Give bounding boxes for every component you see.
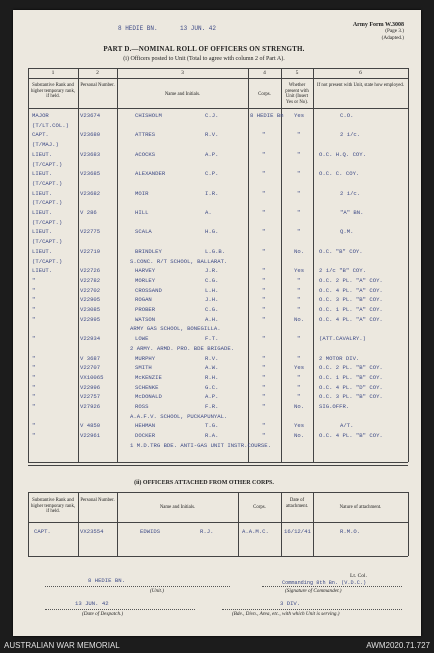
officer-name: CROSSAND — [135, 286, 162, 294]
officer-employment: O.C. 1 PL. "B" COY. — [319, 373, 383, 381]
officer-rank: CAPT. — [32, 131, 49, 139]
officer-name: McKENZIE — [135, 373, 162, 381]
officer-corps: " — [262, 383, 266, 391]
officer-personal-number: V22905 — [80, 296, 101, 304]
officer-present: " — [297, 189, 301, 197]
officer-initials: C.G. — [205, 306, 219, 313]
signature-dotted-line — [262, 586, 402, 587]
officer-present: " — [297, 373, 301, 381]
officer-employment: O.C. 3 PL. "B" COY. — [319, 393, 383, 401]
column-header-whether-present: Whether present with Unit (Insert Yes or No). — [285, 83, 309, 105]
table-row — [28, 180, 408, 190]
officer-name: McDONALD — [135, 393, 162, 401]
officer-initials: R.A. — [205, 432, 219, 440]
officer-employment: A/T. — [340, 422, 354, 430]
signature-stamp: Commanding 8th Bn. (V.D.C.) — [282, 580, 367, 586]
army-form-adapted: (Adapted.) — [381, 34, 404, 41]
officer-rank: " — [32, 383, 36, 391]
attached-header-rank: Substantive Rank and higher temporary rank, if held. — [30, 498, 76, 515]
attached-column-rule — [313, 492, 314, 556]
column-number: 6 — [359, 70, 362, 76]
officer-present: " — [297, 296, 301, 304]
officer-corps: " — [262, 170, 266, 178]
officer-initials: C.P. — [205, 170, 219, 178]
officer-name: SMITH — [135, 364, 152, 372]
officer-corps: " — [262, 228, 266, 236]
footer-unit-typed: 8 HEDIE BN. — [88, 577, 125, 584]
officer-rank: " — [32, 354, 36, 362]
officer-rank: " — [32, 335, 36, 343]
officer-employment: O.C. "B" COY. — [319, 247, 363, 255]
officer-employment: 2 MOTOR DIV. — [319, 354, 360, 362]
column-header-rank: Substantive Rank and higher temporary rank, if held. — [30, 83, 76, 100]
officer-rank: LIEUT. — [32, 209, 53, 216]
officer-personal-number: V22702 — [80, 286, 101, 294]
header-unit: 8 HEDIE BN. — [118, 25, 158, 32]
officer-name: LOWE — [135, 335, 149, 343]
attached-header-nature: Nature of attachment. — [339, 505, 382, 510]
caption-source: AUSTRALIAN WAR MEMORIAL — [4, 641, 120, 650]
officer-employment: Q.M. — [340, 228, 354, 236]
officer-present: " — [297, 150, 301, 158]
officer-rank: " — [32, 296, 36, 304]
column-header-personal-number: Personal Number. — [80, 83, 115, 88]
officer-present: " — [297, 354, 301, 362]
officer-rank: " — [32, 373, 36, 381]
footer-area-typed: 3 DIV. — [280, 600, 301, 607]
area-dotted-line — [222, 609, 402, 610]
officer-personal-number: V22782 — [80, 276, 101, 284]
section-ii-title: (ii) OFFICERS ATTACHED FROM OTHER CORPS. — [134, 480, 274, 486]
column-header-name: Name and Initials. — [164, 92, 201, 97]
officer-personal-number: V23683 — [80, 150, 101, 158]
officer-rank: LIEUT. — [32, 247, 53, 255]
officer-corps: " — [262, 150, 266, 158]
officer-employment: O.C. 1 PL. "A" COY. — [319, 306, 383, 313]
attached-header-name: Name and Initials. — [159, 505, 196, 510]
officer-name: 1 M.D.TRG BDE. ANTI-GAS UNIT INSTR.COURSE. — [130, 441, 271, 449]
officer-name: CHISHOLM — [135, 112, 162, 119]
attached-name: EDWIDS — [140, 528, 161, 535]
officer-employment: O.C. 2 PL. "B" COY. — [319, 364, 383, 372]
officer-initials: A.W. — [205, 364, 219, 372]
column-number: 2 — [96, 70, 99, 76]
officer-initials: G.C. — [205, 383, 219, 391]
caption-accession: AWM2020.71.727 — [366, 641, 430, 650]
officer-corps: " — [262, 306, 266, 313]
officer-present: " — [297, 383, 301, 391]
officer-name: HILL — [135, 209, 149, 216]
officer-employment: SIG.OFFR. — [319, 403, 350, 410]
officer-rank: " — [32, 286, 36, 294]
attached-header-rule — [28, 522, 408, 523]
officer-personal-number: V23674 — [80, 112, 101, 119]
table-bottom-double-rule — [28, 465, 408, 466]
officer-employment: O.C. 4 PL. "D" COY. — [319, 383, 383, 391]
officer-employment: 2 i/c. — [340, 189, 361, 197]
officer-employment: (ATT.CAVALRY.) — [319, 335, 366, 343]
officer-name: ALEXANDER — [135, 170, 166, 178]
officer-initials: J.H. — [205, 296, 219, 304]
officer-initials: R.V. — [205, 131, 219, 139]
table-row — [28, 219, 408, 229]
officer-name: MORLEY — [135, 276, 156, 284]
officer-rank: (T/LT.COL.) — [32, 121, 69, 129]
attached-column-rule — [408, 492, 409, 556]
footer-date-label: (Date of Despatch.) — [82, 611, 124, 617]
officer-name: ATTRES — [135, 131, 156, 139]
officer-corps: " — [262, 189, 266, 197]
army-form-number: Army Form W.3008 — [352, 22, 404, 28]
officer-rank: LIEUT. — [32, 170, 53, 178]
footer-signature-label: (Signature of Commander.) — [285, 588, 342, 594]
officer-present: " — [297, 209, 301, 216]
officer-name: ACOCKS — [135, 150, 156, 158]
signature-rank: Lt. Col. — [350, 573, 367, 579]
officer-rank: (T/CAPT.) — [32, 179, 63, 187]
officer-personal-number: V22995 — [80, 315, 101, 323]
officer-corps: " — [262, 131, 266, 139]
officer-initials: A.H. — [205, 315, 219, 323]
officer-initials: F.R. — [205, 403, 219, 410]
officer-corps: " — [262, 335, 266, 343]
attached-column-rule — [238, 492, 239, 556]
date-dotted-line — [45, 609, 195, 610]
officer-name: ROSS — [135, 403, 149, 410]
officer-corps: " — [262, 209, 266, 216]
officer-name: MOIR — [135, 189, 149, 197]
officer-corps: " — [262, 354, 266, 362]
officer-name: S.CONC. R/T SCHOOL, BALLARAT. — [130, 257, 228, 265]
officer-rank: (T/CAPT.) — [32, 199, 63, 207]
officer-present: Yes — [294, 112, 305, 119]
officer-personal-number: V27926 — [80, 403, 101, 410]
army-form-page: (Page 3.) — [385, 28, 404, 35]
column-header-corps: Corps. — [258, 92, 271, 97]
attached-personal-number: VX23554 — [80, 528, 104, 535]
officer-personal-number: V22726 — [80, 267, 101, 275]
officer-name: SCHENKE — [135, 383, 159, 391]
officer-present: " — [297, 276, 301, 284]
officer-employment: C.O. — [340, 112, 354, 119]
attached-initials: R.J. — [200, 528, 214, 535]
officer-name: HARVEY — [135, 267, 156, 275]
unit-dotted-line — [45, 586, 230, 587]
section-i-title: (i) Officers posted to Unit (Total to agree with column 2 of Part A). — [123, 56, 285, 62]
officer-corps: " — [262, 422, 266, 430]
officer-personal-number: V 286 — [80, 209, 97, 216]
attached-rank: CAPT. — [34, 528, 51, 535]
officer-personal-number: VX10065 — [80, 373, 104, 381]
table-row — [28, 238, 408, 248]
footer-area-label: (Bde., Divn., Area, etc., with which Unit is serving.) — [232, 611, 340, 617]
officer-rank: " — [32, 422, 36, 430]
officer-initials: A. — [205, 209, 212, 216]
column-number: 3 — [181, 70, 184, 76]
table-row — [28, 199, 408, 209]
officer-present: " — [297, 170, 301, 178]
officer-personal-number: V22775 — [80, 228, 101, 236]
column-number: 4 — [263, 70, 266, 76]
officer-name: ARMY GAS SCHOOL, BONEGILLA. — [130, 325, 221, 333]
officer-rank: " — [32, 432, 36, 440]
officer-rank: " — [32, 306, 36, 313]
officer-rank: (T/CAPT.) — [32, 238, 63, 246]
officer-personal-number: V22996 — [80, 383, 101, 391]
officer-present: Yes — [294, 422, 305, 430]
table-top-rule — [28, 68, 408, 69]
attached-bottom-rule — [28, 556, 408, 557]
officer-corps: 8 HEDIE Bn — [250, 112, 284, 119]
officer-name: WATSON — [135, 315, 156, 323]
attached-corps: A.A.M.C. — [242, 528, 269, 535]
officer-name: DOCKER — [135, 432, 156, 440]
attached-top-rule — [28, 492, 408, 493]
army-form-block — [353, 22, 404, 41]
officer-personal-number: V23085 — [80, 306, 101, 313]
officer-rank: LIEUT. — [32, 189, 53, 197]
officer-initials: A.P. — [205, 393, 219, 401]
officer-name: ROGAN — [135, 296, 152, 304]
officer-personal-number: V 4850 — [80, 422, 101, 430]
officer-corps: " — [262, 276, 266, 284]
officer-rank: MAJOR — [32, 112, 49, 119]
officer-personal-number: V22707 — [80, 364, 101, 372]
officer-employment: O.C. 4 PL. "A" COY. — [319, 286, 383, 294]
officer-rank: " — [32, 276, 36, 284]
footer-unit-label: (Unit.) — [150, 588, 164, 594]
officer-present: " — [297, 228, 301, 236]
officer-employment: "A" BN. — [340, 209, 364, 216]
officer-initials: L.G.B. — [205, 247, 226, 255]
officer-present: " — [297, 131, 301, 139]
officer-present: " — [297, 393, 301, 401]
attached-column-rule — [117, 492, 118, 556]
officer-corps: " — [262, 286, 266, 294]
officer-initials: R.H. — [205, 373, 219, 381]
officer-rank: " — [32, 364, 36, 372]
column-number: 5 — [295, 70, 299, 76]
officer-personal-number: V 3687 — [80, 354, 101, 362]
officer-employment: O.C. 3 PL. "B" COY. — [319, 296, 383, 304]
officer-corps: " — [262, 364, 266, 372]
officer-initials: C.J. — [205, 112, 219, 119]
officer-employment: O.C. 4 PL. "B" COY. — [319, 432, 383, 440]
header-date: 13 JUN. 42 — [180, 25, 217, 32]
column-header-employment: If not present with Unit, state how employed. — [317, 83, 404, 88]
officer-rank: " — [32, 393, 36, 401]
officer-corps: " — [262, 267, 266, 275]
officer-name: SCALA — [135, 228, 152, 236]
officer-corps: " — [262, 432, 266, 440]
officer-initials: F.T. — [205, 335, 219, 343]
officer-name: A.A.F.V. SCHOOL, PUCKAPUNYAL. — [130, 412, 228, 420]
officer-employment: O.C. 4 PL. "A" COY. — [319, 315, 383, 323]
column-rule — [408, 68, 409, 462]
column-number: 1 — [51, 70, 55, 76]
officer-initials: L.H. — [205, 286, 219, 294]
officer-personal-number: V22719 — [80, 247, 101, 255]
officer-present: No. — [294, 432, 305, 440]
officer-employment: 2 i/c. — [340, 131, 361, 139]
officer-rank: (T/CAPT.) — [32, 218, 63, 226]
officer-corps: " — [262, 296, 266, 304]
officer-initials: A.P. — [205, 150, 219, 158]
officer-name: HEHMAN — [135, 422, 156, 430]
officer-name: 2 ARMY. ARMD. PRO. BDE BRIGADE. — [130, 344, 235, 352]
attached-nature: R.M.O. — [340, 528, 361, 535]
officer-corps: " — [262, 247, 266, 255]
table-bottom-rule — [28, 462, 408, 463]
officer-employment: O.C. 2 PL. "A" COY. — [319, 276, 383, 284]
footer-date-typed: 13 JUN. 42 — [75, 600, 109, 607]
officer-present: Yes — [294, 267, 305, 275]
officer-employment: O.C. C. COY. — [319, 170, 360, 178]
officer-initials: H.G. — [205, 228, 219, 236]
officer-personal-number: V22757 — [80, 393, 101, 401]
officer-rank: LIEUT. — [32, 267, 53, 275]
officer-corps: " — [262, 403, 266, 410]
table-row — [28, 141, 408, 151]
officer-personal-number: V22961 — [80, 432, 101, 440]
officer-present: No. — [294, 403, 305, 410]
attached-header-pn: Personal Number. — [80, 498, 115, 503]
officer-present: " — [297, 286, 301, 294]
attached-date: 16/12/41 — [284, 528, 311, 535]
officer-name: PROBER — [135, 306, 156, 313]
officer-rank: LIEUT. — [32, 150, 53, 158]
attached-header-corps: Corps. — [253, 505, 266, 510]
officer-rank: (T/MAJ.) — [32, 141, 59, 149]
officer-corps: " — [262, 393, 266, 401]
officer-employment: 2 i/c "B" COY. — [319, 267, 366, 275]
officer-personal-number: V23680 — [80, 131, 101, 139]
officer-personal-number: V22934 — [80, 335, 101, 343]
column-number-rule — [28, 78, 408, 79]
officer-initials: R.V. — [205, 354, 219, 362]
officer-present: No. — [294, 247, 305, 255]
table-row — [28, 161, 408, 171]
officer-initials: C.G. — [205, 276, 219, 284]
officer-initials: T.G. — [205, 422, 219, 430]
officer-personal-number: V23685 — [80, 170, 101, 178]
header-rule — [28, 108, 408, 109]
officer-present: No. — [294, 315, 305, 323]
officer-corps: " — [262, 373, 266, 381]
part-title: PART D.—NOMINAL ROLL OF OFFICERS ON STRENGTH. — [103, 45, 305, 53]
officer-employment: O.C. H.Q. COY. — [319, 150, 366, 158]
officer-rank: " — [32, 315, 36, 323]
officer-rank: (T/CAPT.) — [32, 160, 63, 168]
attached-header-date: Date of attachment. — [285, 498, 309, 509]
officer-corps: " — [262, 315, 266, 323]
officer-rank: (T/CAPT.) — [32, 257, 63, 265]
officer-rank: LIEUT. — [32, 228, 53, 236]
officer-initials: J.R. — [205, 267, 219, 275]
officer-name: MURPHY — [135, 354, 156, 362]
officer-rank: " — [32, 403, 36, 410]
officer-personal-number: V23682 — [80, 189, 101, 197]
officer-name: BRINDLEY — [135, 247, 162, 255]
officer-initials: I.R. — [205, 189, 219, 197]
officer-present: " — [297, 306, 301, 313]
table-row — [28, 122, 408, 132]
officer-present: Yes — [294, 364, 305, 372]
officer-present: " — [297, 335, 301, 343]
